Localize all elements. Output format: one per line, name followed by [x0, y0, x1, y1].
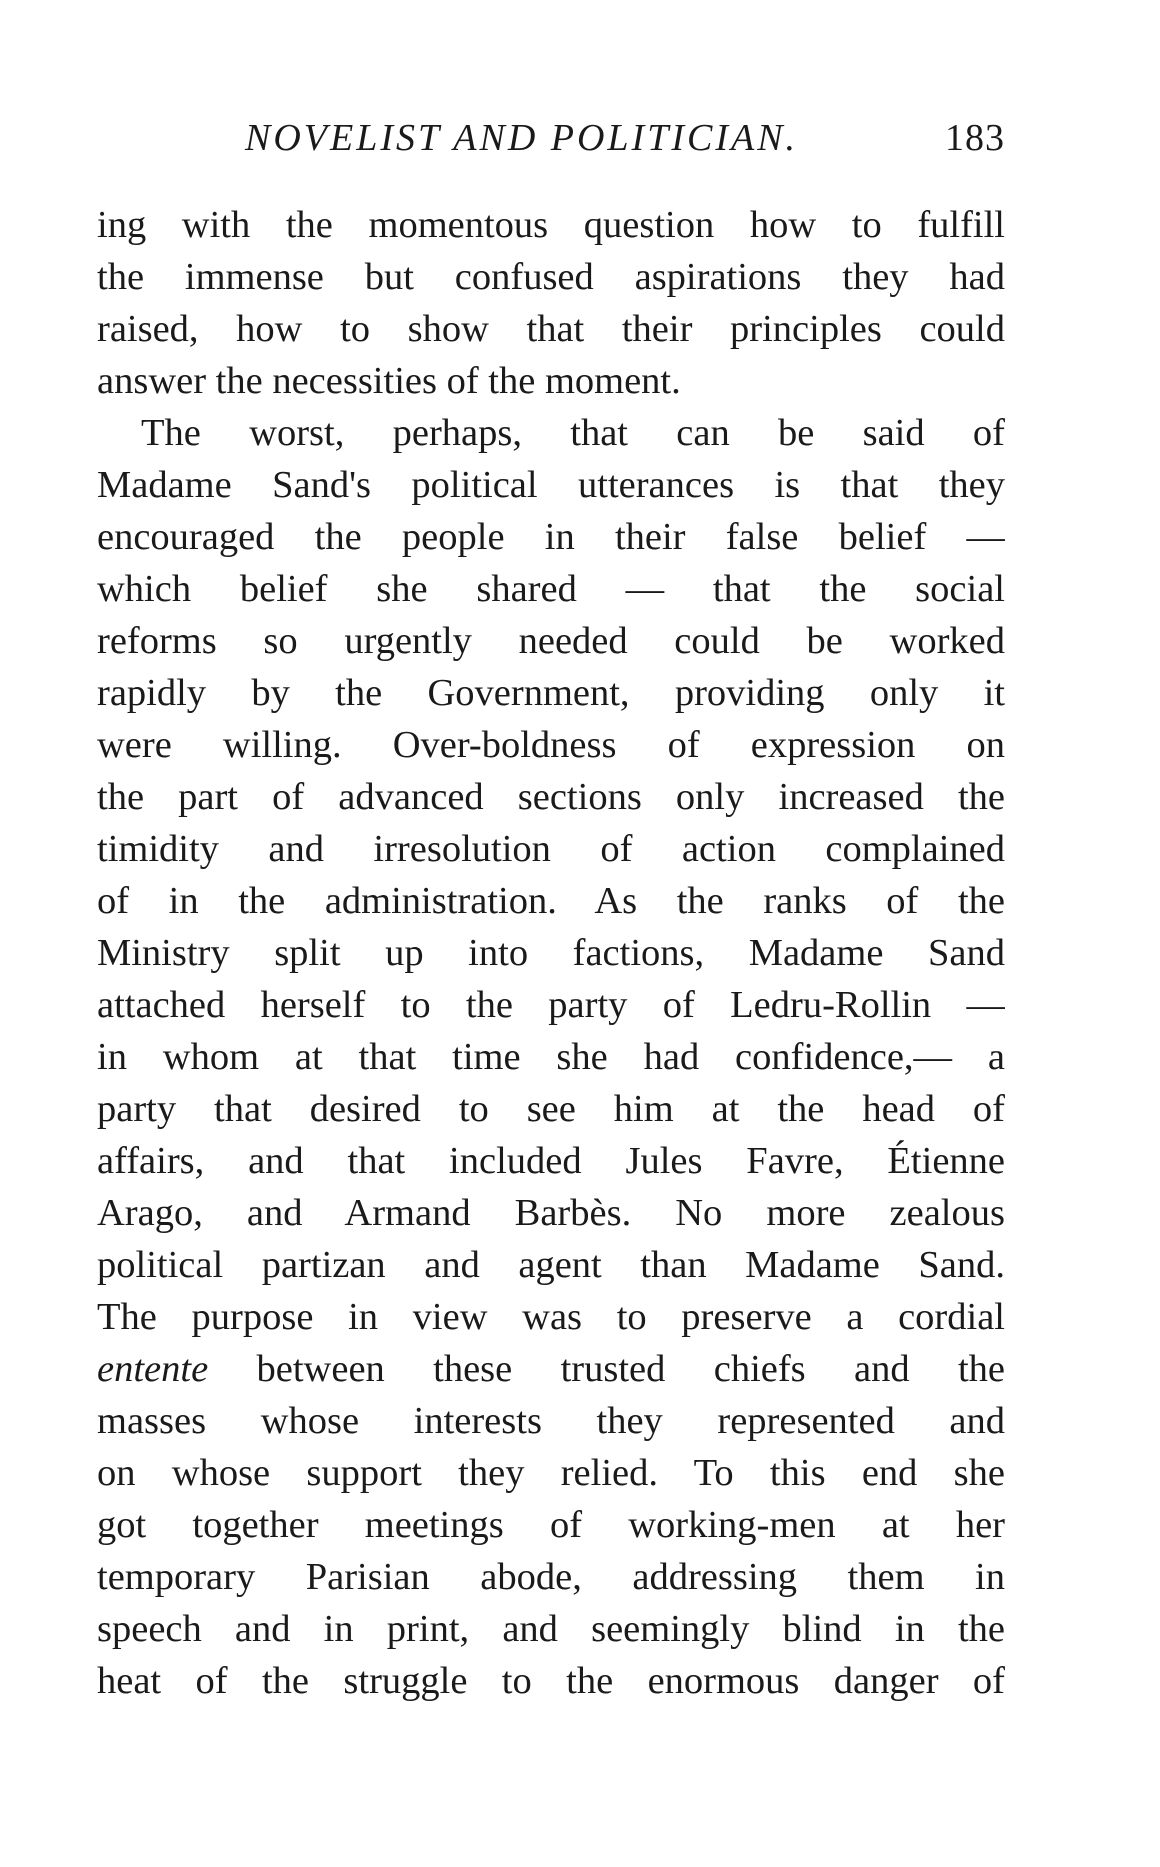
text-line: temporary Parisian abode, addressing them in: [97, 1556, 1005, 1598]
running-title: NOVELIST AND POLITICIAN.: [245, 117, 799, 159]
text-line: masses whose interests they represented and: [97, 1400, 1005, 1442]
text-line: The purpose in view was to preserve a cordial: [97, 1296, 1005, 1338]
text-line: ing with the momentous question how to fulfill: [97, 204, 1005, 246]
text-line: got together meetings of working-men at her: [97, 1504, 1005, 1546]
running-head: [97, 112, 1005, 164]
text-line: rapidly by the Government, providing only it: [97, 672, 1005, 714]
italic-word-entente: entente: [97, 1348, 209, 1390]
text-line: were willing. Over-boldness of expression on: [97, 724, 1005, 766]
text-line: which belief she shared — that the social: [97, 568, 1005, 610]
text-line: in whom at that time she had confidence,— a: [97, 1036, 1005, 1078]
body-text: [97, 199, 1005, 1707]
text-line: timidity and irresolution of action complained: [97, 828, 1005, 870]
text-line: speech and in print, and seemingly blind in the: [97, 1608, 1005, 1650]
text-line: party that desired to see him at the head of: [97, 1088, 1005, 1130]
text-line-with-italic: [97, 1343, 1005, 1395]
text-line: of in the administration. As the ranks of the: [97, 880, 1005, 922]
text-line: attached herself to the party of Ledru-Rollin —: [97, 984, 1005, 1026]
text-line: political partizan and agent than Madame Sand.: [97, 1244, 1005, 1286]
text-line: reforms so urgently needed could be worked: [97, 620, 1005, 662]
text-line: the immense but confused aspirations they had: [97, 256, 1005, 298]
text-line: heat of the struggle to the enormous danger of: [97, 1660, 1005, 1702]
text-line-rest: between these trusted chiefs and the: [208, 1348, 1005, 1390]
text-line: Madame Sand's political utterances is that they: [97, 464, 1005, 506]
text-line: on whose support they relied. To this end she: [97, 1452, 1005, 1494]
page-number: 183: [945, 117, 1005, 159]
text-line: Ministry split up into factions, Madame Sand: [97, 932, 1005, 974]
text-line: raised, how to show that their principles could: [97, 308, 1005, 350]
text-line: encouraged the people in their false belief —: [97, 516, 1005, 558]
text-line: affairs, and that included Jules Favre, Étienne: [97, 1140, 1005, 1182]
text-line: answer the necessities of the moment.: [97, 360, 681, 402]
text-line: Arago, and Armand Barbès. No more zealous: [97, 1192, 1005, 1234]
text-line: the part of advanced sections only increased the: [97, 776, 1005, 818]
text-line: The worst, perhaps, that can be said of: [141, 412, 1005, 454]
